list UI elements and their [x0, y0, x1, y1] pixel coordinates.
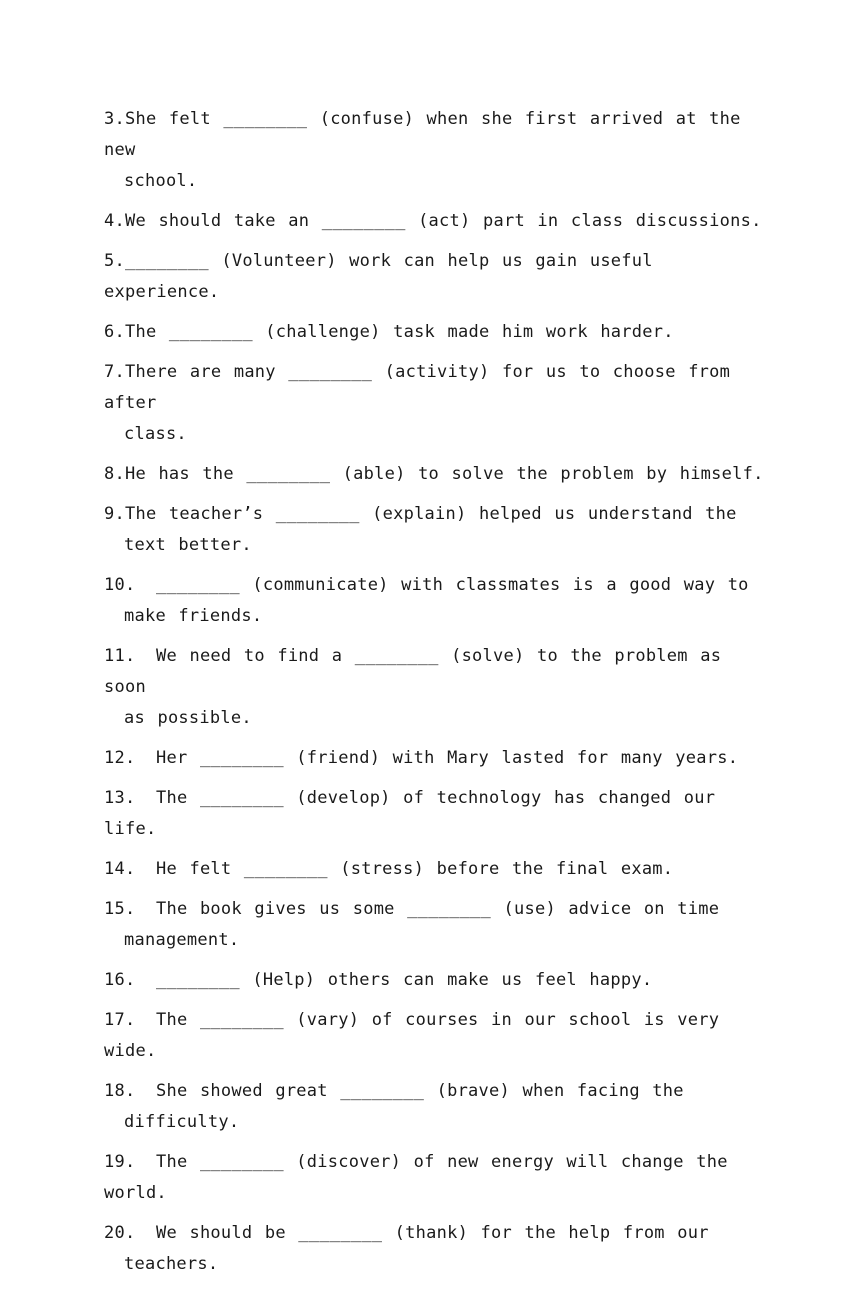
exercise-item-6	[104, 317, 764, 348]
item-continuation: management.	[124, 930, 240, 950]
item-number: 19.	[104, 1152, 136, 1172]
exercise-item-10	[104, 570, 764, 632]
exercise-line	[104, 1218, 764, 1249]
exercise-line	[104, 317, 764, 348]
item-continuation: as possible.	[124, 708, 252, 728]
exercise-item-19	[104, 1147, 764, 1209]
exercise-item-17	[104, 1005, 764, 1067]
item-continuation: class.	[124, 424, 187, 444]
item-text: The teacher’s ________ (explain) helped us understand the	[124, 504, 737, 524]
exercise-item-20	[104, 1218, 764, 1280]
exercise-line	[104, 246, 764, 308]
item-text: ________ (communicate) with classmates is a good way to	[156, 575, 749, 595]
exercise-item-11	[104, 641, 764, 734]
item-number: 11.	[104, 646, 136, 666]
item-number: 3.	[104, 109, 125, 129]
exercise-line	[104, 459, 764, 490]
item-text: There are many ________ (activity) for us to choose from after	[104, 362, 731, 413]
exercise-item-8	[104, 459, 764, 490]
item-continuation: school.	[124, 171, 198, 191]
exercise-line	[104, 570, 764, 601]
item-text: She felt ________ (confuse) when she first arrived at the new	[104, 109, 741, 160]
exercise-line	[104, 965, 764, 996]
item-number: 6.	[104, 322, 125, 342]
item-text: He felt ________ (stress) before the final exam.	[156, 859, 674, 879]
item-number: 14.	[104, 859, 136, 879]
exercise-item-5	[104, 246, 764, 308]
exercise-list	[104, 104, 764, 1289]
item-text: We need to find a ________ (solve) to the problem as soon	[104, 646, 722, 697]
item-number: 18.	[104, 1081, 136, 1101]
item-text: The book gives us some ________ (use) advice on time	[156, 899, 720, 919]
item-text: She showed great ________ (brave) when facing the	[156, 1081, 684, 1101]
exercise-item-18	[104, 1076, 764, 1138]
item-text: Her ________ (friend) with Mary lasted for many years.	[156, 748, 739, 768]
exercise-line	[104, 499, 764, 530]
item-number: 4.	[104, 211, 125, 231]
exercise-item-9	[104, 499, 764, 561]
item-number: 15.	[104, 899, 136, 919]
exercise-line	[104, 1147, 764, 1209]
item-number: 12.	[104, 748, 136, 768]
item-continuation: make friends.	[124, 606, 263, 626]
exercise-line	[104, 783, 764, 845]
exercise-line	[104, 104, 764, 166]
item-text: The ________ (vary) of courses in our school is very wide.	[104, 1010, 720, 1061]
exercise-item-13	[104, 783, 764, 845]
item-continuation: difficulty.	[124, 1112, 240, 1132]
exercise-item-3	[104, 104, 764, 197]
exercise-item-15	[104, 894, 764, 956]
item-text: ________ (Volunteer) work can help us gain useful experience.	[104, 251, 653, 302]
item-number: 17.	[104, 1010, 136, 1030]
item-number: 8.	[104, 464, 125, 484]
exercise-item-7	[104, 357, 764, 450]
exercise-line	[104, 1005, 764, 1067]
exercise-line	[104, 641, 764, 703]
item-number: 9.	[104, 504, 125, 524]
item-number: 16.	[104, 970, 136, 990]
exercise-line	[104, 1076, 764, 1107]
exercise-item-4	[104, 206, 764, 237]
item-text: We should take an ________ (act) part in class discussions.	[124, 211, 762, 231]
item-number: 5.	[104, 251, 125, 271]
exercise-line	[104, 894, 764, 925]
exercise-line	[104, 357, 764, 419]
item-text: He has the ________ (able) to solve the problem by himself.	[124, 464, 764, 484]
exercise-item-16	[104, 965, 764, 996]
item-continuation: text better.	[124, 535, 252, 555]
item-text: The ________ (discover) of new energy will change the world.	[104, 1152, 728, 1203]
item-number: 20.	[104, 1223, 136, 1243]
item-text: We should be ________ (thank) for the help from our	[156, 1223, 709, 1243]
item-number: 13.	[104, 788, 136, 808]
exercise-line	[104, 206, 764, 237]
exercise-item-14	[104, 854, 764, 885]
exercise-line	[104, 743, 764, 774]
item-number: 10.	[104, 575, 136, 595]
exercise-item-12	[104, 743, 764, 774]
item-text: The ________ (develop) of technology has changed our life.	[104, 788, 716, 839]
item-number: 7.	[104, 362, 125, 382]
exercise-line	[104, 854, 764, 885]
item-continuation: teachers.	[124, 1254, 219, 1274]
item-text: ________ (Help) others can make us feel happy.	[156, 970, 653, 990]
item-text: The ________ (challenge) task made him work harder.	[124, 322, 674, 342]
